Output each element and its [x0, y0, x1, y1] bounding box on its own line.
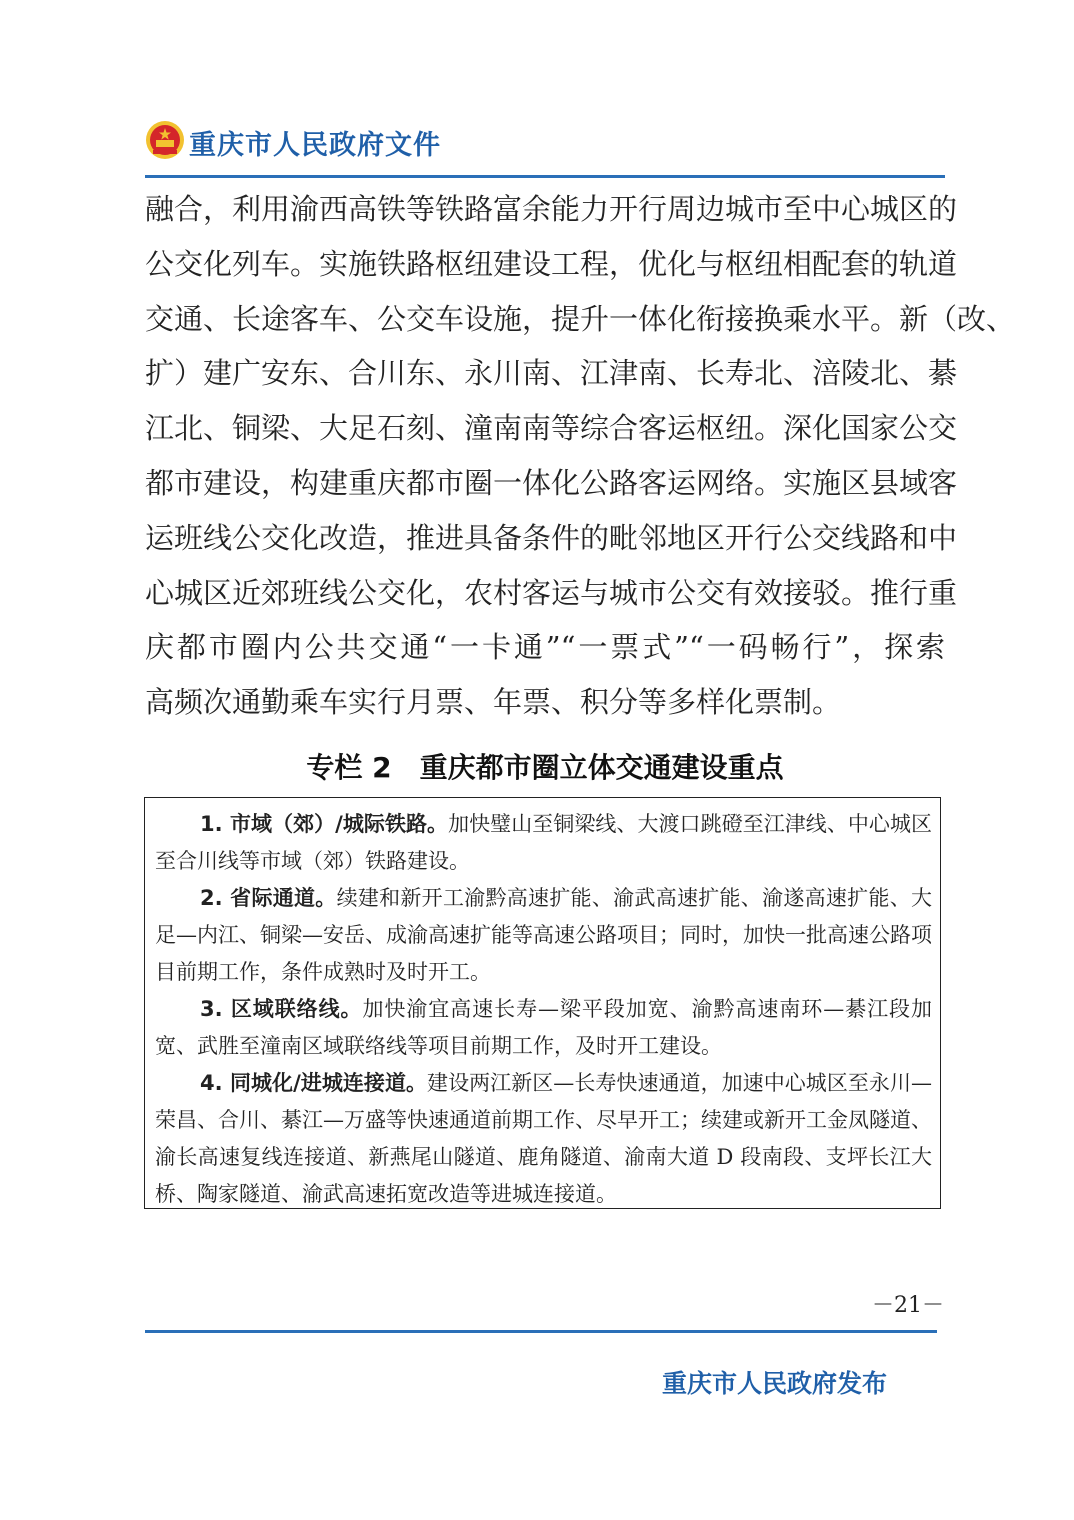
body-line: 交通、长途客车、公交车设施，提升一体化衔接换乘水平。新（改、 [145, 301, 1016, 336]
column-box [144, 797, 941, 1209]
body-line: 庆都市圈内公共交通“一卡通”“一票式”“一码畅行”，探索 [145, 630, 945, 665]
page-number: －21－ [872, 1293, 944, 1318]
header-divider [145, 175, 945, 178]
body-paragraph [145, 182, 1016, 730]
body-line: 扩）建广安东、合川东、永川南、江津南、长寿北、涪陵北、綦 [145, 356, 958, 391]
body-line: 融合，利用渝西高铁等铁路富余能力开行周边城市至中心城区的 [145, 192, 958, 226]
column-item-text: 加快璧山至铜梁线、大渡口跳磴至江津线、中心城区至合川线等市域（郊）铁路建设。 [155, 812, 932, 873]
column-item [155, 1065, 932, 1213]
column-item-text: 续建和新开工渝黔高速扩能、渝武高速扩能、渝遂高速扩能、大足—内江、铜梁—安岳、成渝高速扩能等高速公路项目；同时，加快一批高速公路项目前期工作，条件成熟时及时开工。 [155, 886, 933, 984]
column-item-lead: 3. 区域联络线。 [200, 997, 363, 1021]
body-line: 江北、铜梁、大足石刻、潼南南等综合客运枢纽。深化国家公交 [145, 411, 958, 446]
body-line: 高频次通勤乘车实行月票、年票、积分等多样化票制。 [145, 685, 842, 720]
body-line: 都市建设，构建重庆都市圈一体化公路客运网络。实施区县域客 [145, 465, 958, 500]
column-item-text: 加快渝宜高速长寿—梁平段加宽、渝黔高速南环—綦江段加宽、武胜至潼南区域联络线等项目前期工作，及时开工建设。 [155, 997, 932, 1058]
footer-publisher: 重庆市人民政府发布 [662, 1369, 888, 1398]
column-title: 专栏 2 重庆都市圈立体交通建设重点 [306, 751, 784, 784]
body-line: 公交化列车。实施铁路枢纽建设工程，优化与枢纽相配套的轨道 [145, 246, 958, 281]
footer-divider [145, 1330, 937, 1333]
document-header [145, 118, 945, 164]
body-line: 运班线公交化改造，推进具备条件的毗邻地区开行公交线路和中 [145, 520, 958, 555]
column-item-text: 建设两江新区—长寿快速通道，加速中心城区至永川—荣昌、合川、綦江—万盛等快速通道前期工作、尽早开工；续建或新开工金凤隧道、渝长高速复线连接道、新燕尾山隧道、鹿角隧道、渝南大道 D 段南段、支坪长江大桥、陶家隧道、渝武高速拓宽改造等进城连接道。 [155, 1071, 932, 1206]
national-emblem-icon [145, 120, 185, 160]
column-item-lead: 1. 市域（郊）/城际铁路。 [200, 812, 449, 836]
column-item [155, 880, 932, 991]
column-item [155, 991, 932, 1065]
header-title: 重庆市人民政府文件 [189, 130, 441, 161]
column-item [155, 806, 932, 880]
column-item-lead: 2. 省际通道。 [200, 886, 337, 910]
column-item-lead: 4. 同城化/进城连接道。 [200, 1071, 428, 1095]
body-line: 心城区近郊班线公交化，农村客运与城市公交有效接驳。推行重 [145, 575, 958, 610]
